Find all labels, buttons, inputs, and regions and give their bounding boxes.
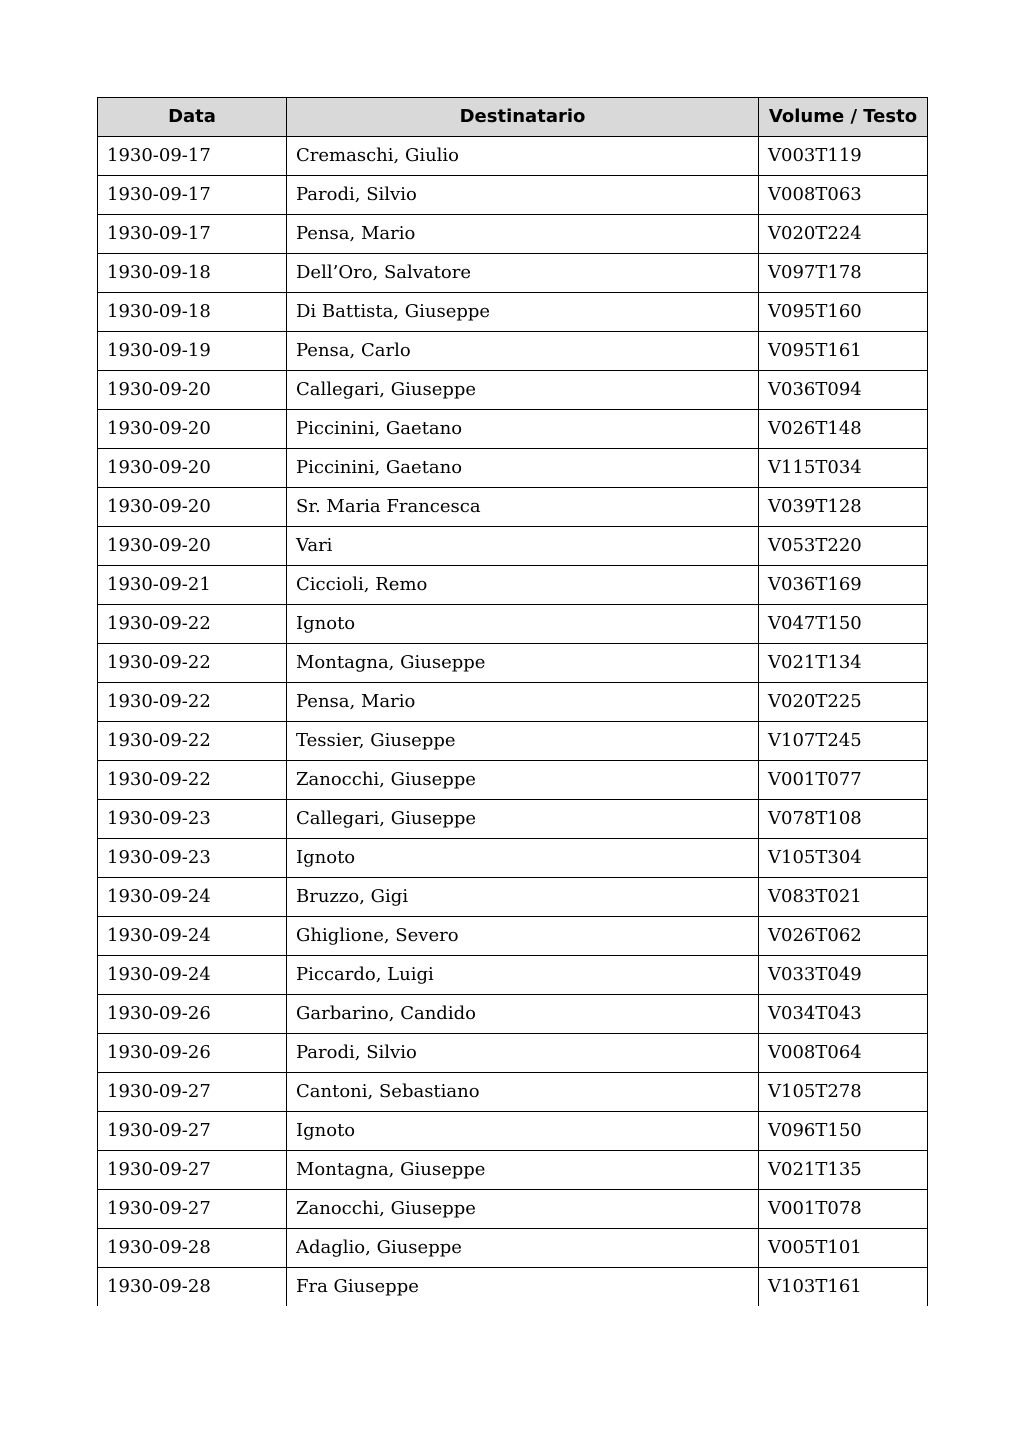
date-cell: 1930-09-24 (98, 956, 287, 995)
date-cell: 1930-09-19 (98, 332, 287, 371)
recipient-cell: Fra Giuseppe (287, 1268, 759, 1307)
date-cell: 1930-09-26 (98, 995, 287, 1034)
table-row (98, 956, 928, 995)
recipient-cell: Parodi, Silvio (287, 1034, 759, 1073)
table-header (98, 98, 928, 137)
table-row (98, 410, 928, 449)
volume-cell: V103T161 (759, 1268, 928, 1307)
table-row (98, 332, 928, 371)
volume-cell: V097T178 (759, 254, 928, 293)
date-cell: 1930-09-18 (98, 254, 287, 293)
date-cell: 1930-09-20 (98, 449, 287, 488)
date-cell: 1930-09-20 (98, 527, 287, 566)
table-row (98, 371, 928, 410)
volume-cell: V036T169 (759, 566, 928, 605)
volume-cell: V003T119 (759, 137, 928, 176)
recipient-cell: Callegari, Giuseppe (287, 800, 759, 839)
volume-cell: V053T220 (759, 527, 928, 566)
date-cell: 1930-09-24 (98, 917, 287, 956)
volume-cell: V105T278 (759, 1073, 928, 1112)
volume-cell: V047T150 (759, 605, 928, 644)
date-cell: 1930-09-20 (98, 488, 287, 527)
table-row (98, 1151, 928, 1190)
table-row (98, 605, 928, 644)
volume-cell: V001T077 (759, 761, 928, 800)
recipient-cell: Parodi, Silvio (287, 176, 759, 215)
recipient-cell: Cantoni, Sebastiano (287, 1073, 759, 1112)
header-recipient: Destinatario (287, 98, 759, 137)
header-date: Data (98, 98, 287, 137)
date-cell: 1930-09-22 (98, 761, 287, 800)
date-cell: 1930-09-27 (98, 1073, 287, 1112)
date-cell: 1930-09-23 (98, 839, 287, 878)
recipient-cell: Ciccioli, Remo (287, 566, 759, 605)
recipient-cell: Ignoto (287, 1112, 759, 1151)
date-cell: 1930-09-17 (98, 215, 287, 254)
volume-cell: V096T150 (759, 1112, 928, 1151)
header-row (98, 98, 928, 137)
date-cell: 1930-09-26 (98, 1034, 287, 1073)
volume-cell: V021T134 (759, 644, 928, 683)
recipient-cell: Ghiglione, Severo (287, 917, 759, 956)
recipient-cell: Piccinini, Gaetano (287, 449, 759, 488)
recipient-cell: Zanocchi, Giuseppe (287, 1190, 759, 1229)
table-row (98, 293, 928, 332)
date-cell: 1930-09-28 (98, 1229, 287, 1268)
table-row (98, 215, 928, 254)
volume-cell: V001T078 (759, 1190, 928, 1229)
table-row (98, 449, 928, 488)
letters-table (97, 97, 928, 1306)
volume-cell: V008T064 (759, 1034, 928, 1073)
table-row (98, 917, 928, 956)
table-row (98, 1268, 928, 1307)
volume-cell: V005T101 (759, 1229, 928, 1268)
date-cell: 1930-09-20 (98, 371, 287, 410)
table-row (98, 488, 928, 527)
date-cell: 1930-09-27 (98, 1151, 287, 1190)
volume-cell: V105T304 (759, 839, 928, 878)
date-cell: 1930-09-28 (98, 1268, 287, 1307)
date-cell: 1930-09-18 (98, 293, 287, 332)
table-row (98, 1073, 928, 1112)
date-cell: 1930-09-22 (98, 605, 287, 644)
table-row (98, 1112, 928, 1151)
recipient-cell: Pensa, Mario (287, 215, 759, 254)
date-cell: 1930-09-27 (98, 1190, 287, 1229)
recipient-cell: Pensa, Carlo (287, 332, 759, 371)
recipient-cell: Piccinini, Gaetano (287, 410, 759, 449)
table-row (98, 137, 928, 176)
recipient-cell: Montagna, Giuseppe (287, 644, 759, 683)
volume-cell: V107T245 (759, 722, 928, 761)
date-cell: 1930-09-22 (98, 683, 287, 722)
recipient-cell: Dell’Oro, Salvatore (287, 254, 759, 293)
recipient-cell: Bruzzo, Gigi (287, 878, 759, 917)
table-row (98, 878, 928, 917)
date-cell: 1930-09-17 (98, 176, 287, 215)
recipient-cell: Tessier, Giuseppe (287, 722, 759, 761)
table-row (98, 176, 928, 215)
recipient-cell: Ignoto (287, 839, 759, 878)
volume-cell: V020T225 (759, 683, 928, 722)
volume-cell: V021T135 (759, 1151, 928, 1190)
date-cell: 1930-09-20 (98, 410, 287, 449)
header-volume: Volume / Testo (759, 98, 928, 137)
date-cell: 1930-09-22 (98, 722, 287, 761)
table-row (98, 254, 928, 293)
date-cell: 1930-09-17 (98, 137, 287, 176)
recipient-cell: Sr. Maria Francesca (287, 488, 759, 527)
volume-cell: V115T034 (759, 449, 928, 488)
volume-cell: V026T062 (759, 917, 928, 956)
volume-cell: V078T108 (759, 800, 928, 839)
table-row (98, 1034, 928, 1073)
table-row (98, 761, 928, 800)
table-row (98, 644, 928, 683)
table-row (98, 722, 928, 761)
table-body (98, 137, 928, 1307)
recipient-cell: Callegari, Giuseppe (287, 371, 759, 410)
volume-cell: V083T021 (759, 878, 928, 917)
recipient-cell: Zanocchi, Giuseppe (287, 761, 759, 800)
volume-cell: V008T063 (759, 176, 928, 215)
recipient-cell: Ignoto (287, 605, 759, 644)
volume-cell: V020T224 (759, 215, 928, 254)
date-cell: 1930-09-27 (98, 1112, 287, 1151)
table-row (98, 527, 928, 566)
recipient-cell: Garbarino, Candido (287, 995, 759, 1034)
date-cell: 1930-09-22 (98, 644, 287, 683)
table-row (98, 1190, 928, 1229)
volume-cell: V095T160 (759, 293, 928, 332)
date-cell: 1930-09-21 (98, 566, 287, 605)
recipient-cell: Vari (287, 527, 759, 566)
table-row (98, 566, 928, 605)
volume-cell: V026T148 (759, 410, 928, 449)
volume-cell: V034T043 (759, 995, 928, 1034)
volume-cell: V033T049 (759, 956, 928, 995)
table-row (98, 839, 928, 878)
recipient-cell: Adaglio, Giuseppe (287, 1229, 759, 1268)
table-row (98, 683, 928, 722)
recipient-cell: Montagna, Giuseppe (287, 1151, 759, 1190)
volume-cell: V095T161 (759, 332, 928, 371)
table-row (98, 995, 928, 1034)
recipient-cell: Piccardo, Luigi (287, 956, 759, 995)
volume-cell: V039T128 (759, 488, 928, 527)
recipient-cell: Cremaschi, Giulio (287, 137, 759, 176)
recipient-cell: Di Battista, Giuseppe (287, 293, 759, 332)
date-cell: 1930-09-23 (98, 800, 287, 839)
volume-cell: V036T094 (759, 371, 928, 410)
table-row (98, 800, 928, 839)
date-cell: 1930-09-24 (98, 878, 287, 917)
recipient-cell: Pensa, Mario (287, 683, 759, 722)
table-row (98, 1229, 928, 1268)
